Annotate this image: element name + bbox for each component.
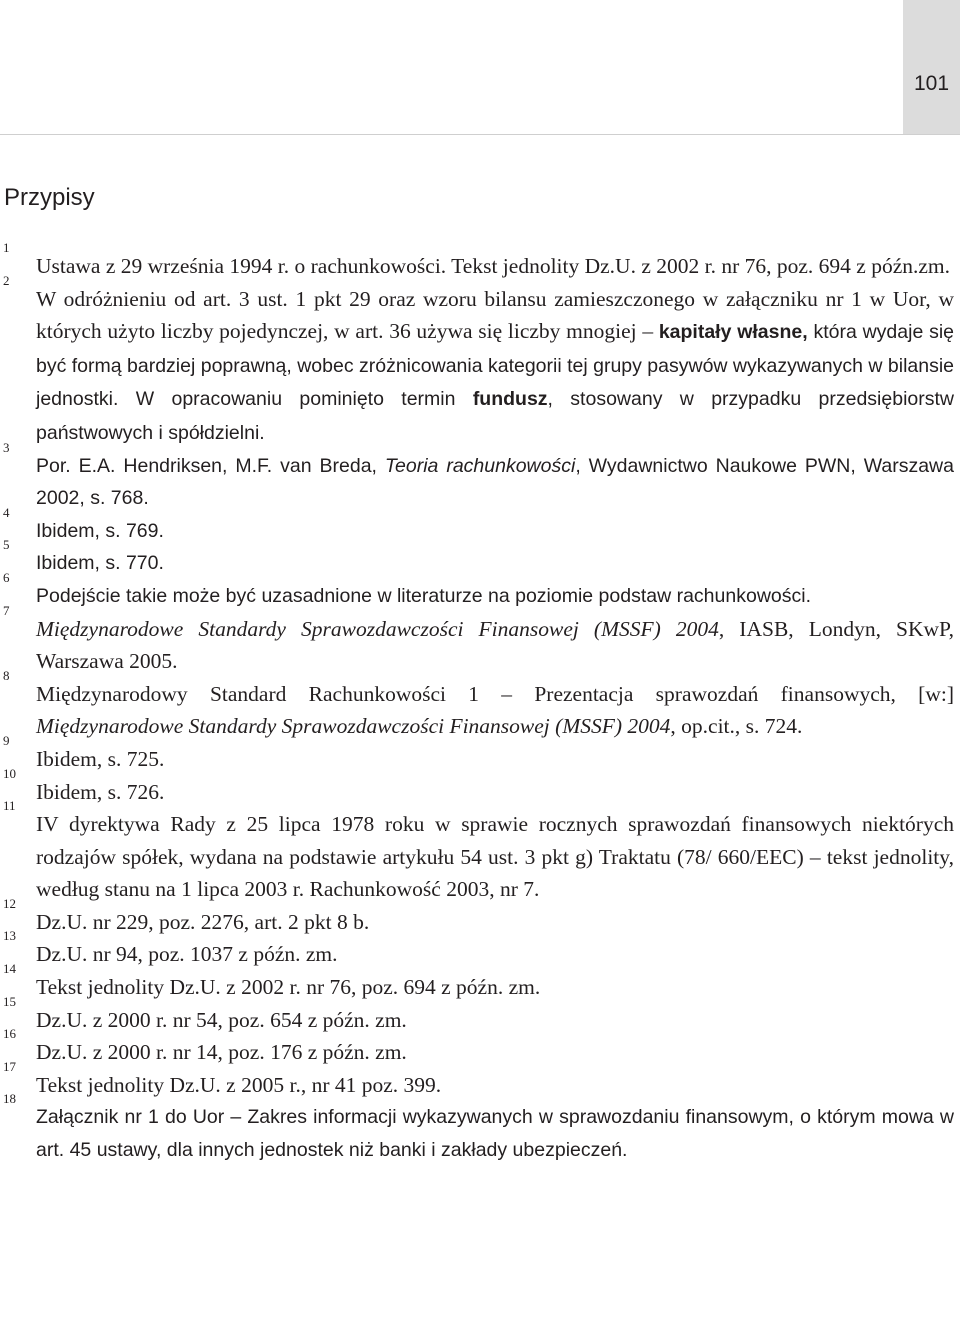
page-number: 101 <box>913 72 950 95</box>
footnote-13 <box>0 928 954 971</box>
footnote-text: Dz.U. z 2000 r. nr 14, poz. 176 z późn. zm. <box>36 1040 407 1065</box>
page-number-box <box>903 0 960 134</box>
footnote-text: Dz.U. nr 94, poz. 1037 z późn. zm. <box>36 942 338 967</box>
footnote-3 <box>0 439 954 515</box>
footnote-number: 17 <box>3 1058 16 1074</box>
footnote-15 <box>0 993 954 1037</box>
footnote-text: , Wydawnictwo Naukowe PWN, Warszawa 2002, s. 768. <box>36 454 954 510</box>
section-heading: Przypisy <box>4 184 95 211</box>
footnote-number: 15 <box>3 993 16 1009</box>
footnote-text: Ustawa z 29 września 1994 r. o rachunkowości. Tekst jednolity Dz.U. z 2002 r. nr 76, poz. 694 z późn.zm. <box>36 254 951 278</box>
footnote-text: , IASB, Londyn, SKwP, Warszawa 2005. <box>36 616 955 674</box>
footnote-number: 2 <box>3 272 10 288</box>
footnote-text: Ibidem, s. 725. <box>36 746 165 771</box>
footnote-number: 8 <box>3 667 10 683</box>
footnote-text: Podejście takie może być uzasadnione w literaturze na poziomie podstaw rachunkowości. <box>36 584 811 607</box>
footnote-text: Dz.U. nr 229, poz. 2276, art. 2 pkt 8 b. <box>36 909 370 934</box>
footnote-number: 14 <box>3 961 16 977</box>
footnote-number: 18 <box>3 1091 16 1107</box>
footnote-7 <box>0 602 955 678</box>
footnote-number: 13 <box>3 928 16 944</box>
footnotes-list <box>0 240 960 1167</box>
footnote-number: 16 <box>3 1026 16 1042</box>
footnote-number: 4 <box>3 504 10 520</box>
footnote-number: 1 <box>3 240 10 255</box>
footnote-number: 11 <box>3 798 16 814</box>
footnote-bold-term: kapitały własne, <box>658 321 808 344</box>
footnote-text: która wydaje się być formą bardziej poprawną, wobec zróżnicowania kategorii tej grupy pasywów wykazywanych w bilansie jednostki. W opracowaniu pominięto termin <box>36 321 955 411</box>
footnote-number: 3 <box>3 439 10 455</box>
footnote-text: Por. E.A. Hendriksen, M.F. van Breda, <box>36 454 385 477</box>
footnote-text: Ibidem, s. 770. <box>36 552 164 575</box>
footnote-number: 10 <box>3 765 16 781</box>
footnote-5 <box>0 537 954 580</box>
footnote-10 <box>0 765 954 809</box>
footnote-number: 7 <box>3 602 10 618</box>
footnote-8 <box>0 667 954 743</box>
footnote-4 <box>0 504 954 548</box>
footnote-1 <box>0 240 954 283</box>
footnote-text: Tekst jednolity Dz.U. z 2005 r., nr 41 poz. 399. <box>36 1072 442 1097</box>
footnote-16 <box>0 1026 954 1069</box>
footnote-17 <box>0 1058 954 1102</box>
footnote-text: Międzynarodowy Standard Rachunkowości 1 – Prezentacja sprawozdań finansowych, [w:] <box>36 681 954 706</box>
footnote-number: 12 <box>3 895 16 911</box>
footnote-text: W odróżnieniu od art. 3 ust. 1 pkt 29 oraz wzoru bilansu zamieszczonego w załączniku nr 1 w Uor, w których użyto liczby pojedynczej, w art. 36 używa się liczby mnogiej – <box>36 286 954 344</box>
footnote-number: 9 <box>3 732 10 748</box>
footnote-text: , stosowany w przypadku przedsiębiorstw państwowych i spółdzielni. <box>36 388 954 444</box>
footnote-text: , op.cit., s. 724. <box>670 714 803 739</box>
footnote-14 <box>0 961 954 1004</box>
footnote-11 <box>0 798 954 906</box>
footnote-bold-term: fundusz <box>472 388 548 411</box>
footnote-number: 6 <box>3 569 10 585</box>
footnote-text: Ibidem, s. 769. <box>36 519 164 542</box>
footnote-2 <box>0 272 955 450</box>
footnote-18 <box>0 1091 954 1166</box>
footnote-9 <box>0 732 954 776</box>
footnote-6 <box>0 569 954 613</box>
header-divider <box>0 134 960 135</box>
footnote-12 <box>0 895 954 939</box>
footnote-text: Ibidem, s. 726. <box>36 779 165 804</box>
footnote-book-title: Międzynarodowe Standardy Sprawozdawczości Finansowej (MSSF) 2004 <box>36 616 719 641</box>
footnote-text: Załącznik nr 1 do Uor – Zakres informacji wykazywanych w sprawozdaniu finansowym, o którym mowa w art. 45 ustawy, dla innych jednostek niż banki i zakłady ubezpieczeń. <box>36 1106 954 1162</box>
footnote-text: Dz.U. z 2000 r. nr 54, poz. 654 z późn. zm. <box>36 1007 407 1032</box>
footnote-book-title: Międzynarodowe Standardy Sprawozdawczości Finansowej (MSSF) 2004 <box>36 714 671 739</box>
footnote-text: IV dyrektywa Rady z 25 lipca 1978 roku w sprawie rocznych sprawozdań finansowych niektórych rodzajów spółek, wydana na podstawie artykułu 54 ust. 3 pkt g) Traktatu (78/ 660/EEC) – tekst jednolity, według stanu na 1 lipca 2003 r. Rachunkowość 2003, nr 7. <box>36 812 954 902</box>
footnote-text: Tekst jednolity Dz.U. z 2002 r. nr 76, poz. 694 z późn. zm. <box>36 975 541 1000</box>
footnote-number: 5 <box>3 537 10 553</box>
footnote-book-title: Teoria rachunkowości <box>384 454 576 477</box>
